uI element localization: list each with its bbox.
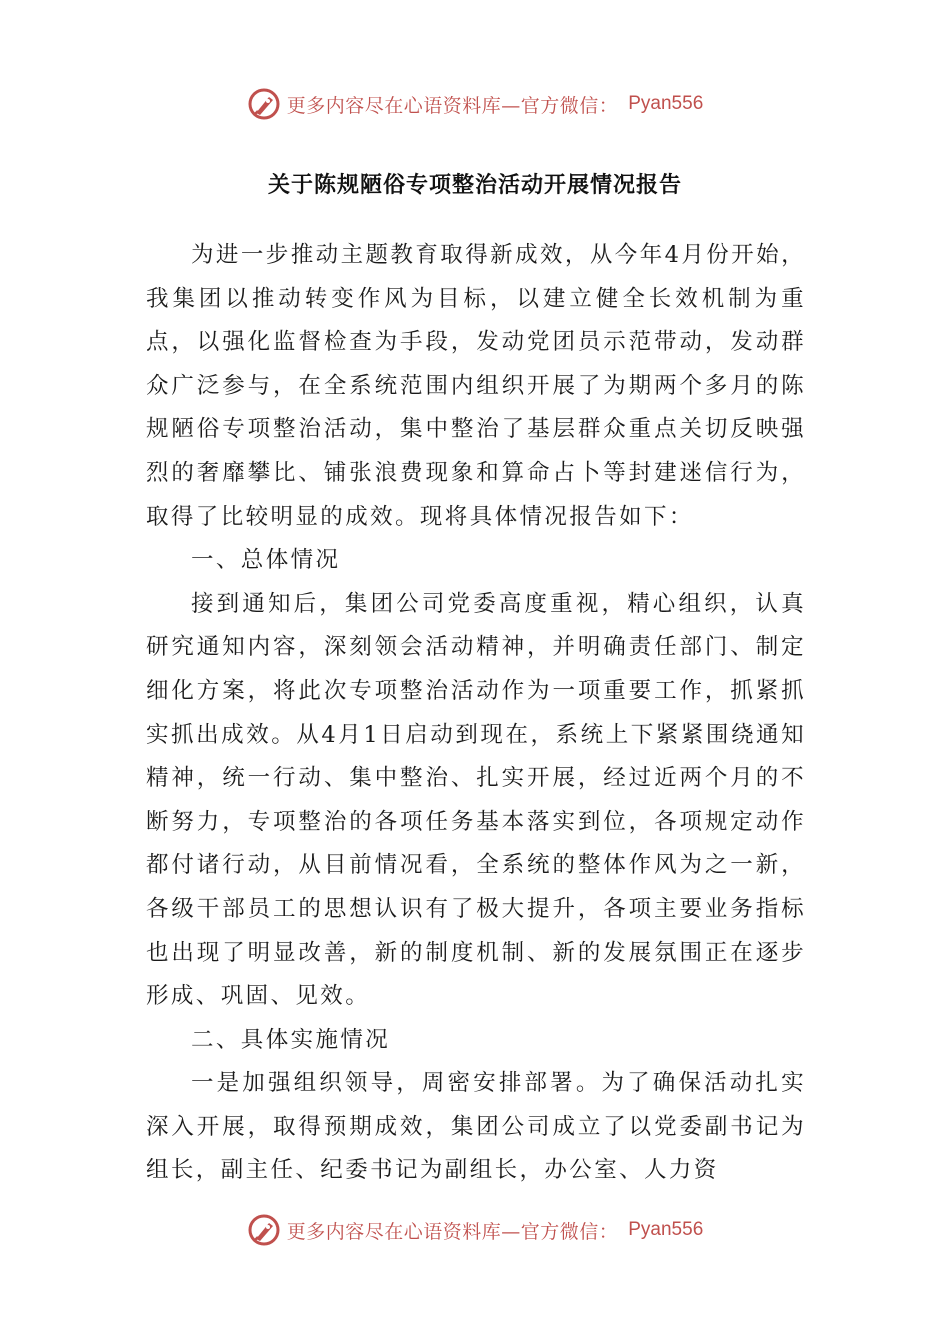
watermark-wechat-id: Pyan556 (628, 93, 704, 114)
header-watermark (0, 84, 950, 124)
section-heading-overall: 一、总体情况 (191, 547, 341, 574)
pen-nib-icon (247, 87, 281, 121)
footer-watermark (0, 1210, 950, 1250)
watermark-text: 更多内容尽在心语资料库—官方微信： (286, 94, 619, 117)
intro-paragraph: 为进一步推动主题教育取得新成效，从今年4月份开始，我集团以推动转变作风为目标，以建立健全长效机制为重点，以强化监督检查为手段，发动党团员示范带动，发动群众广泛参与，在全系统范围内组织开展了为期两个多月的陈规陋俗专项整治活动，集中整治了基层群众重点关切反映强烈的奢靡攀比、铺张浪费现象和算命占卜等封建迷信行为，取得了比较明显的成效。现将具体情况报告如下： (146, 242, 806, 530)
implementation-paragraph: 一是加强组织领导，周密安排部署。为了确保活动扎实深入开展，取得预期成效，集团公司成立了以党委副书记为组长，副主任、纪委书记为副组长，办公室、人力资 (146, 1070, 806, 1184)
document-body (146, 234, 806, 1193)
overall-paragraph: 接到通知后，集团公司党委高度重视，精心组织，认真研究通知内容，深刻领会活动精神，并明确责任部门、制定细化方案，将此次专项整治活动作为一项重要工作，抓紧抓实抓出成效。从4月1日启动到现在，系统上下紧紧围绕通知精神，统一行动、集中整治、扎实开展，经过近两个月的不断努力，专项整治的各项任务基本落实到位，各项规定动作都付诸行动，从目前情况看，全系统的整体作风为之一新，各级干部员工的思想认识有了极大提升，各项主要业务指标也出现了明显改善，新的制度机制、新的发展氛围正在逐步形成、巩固、见效。 (146, 590, 806, 1010)
section-heading-implementation: 二、具体实施情况 (191, 1026, 391, 1053)
watermark-wechat-id: Pyan556 (628, 1219, 704, 1240)
document-title: 关于陈规陋俗专项整治活动开展情况报告 (267, 173, 682, 198)
watermark-text: 更多内容尽在心语资料库—官方微信： (286, 1220, 619, 1243)
pen-nib-icon (247, 1213, 281, 1247)
